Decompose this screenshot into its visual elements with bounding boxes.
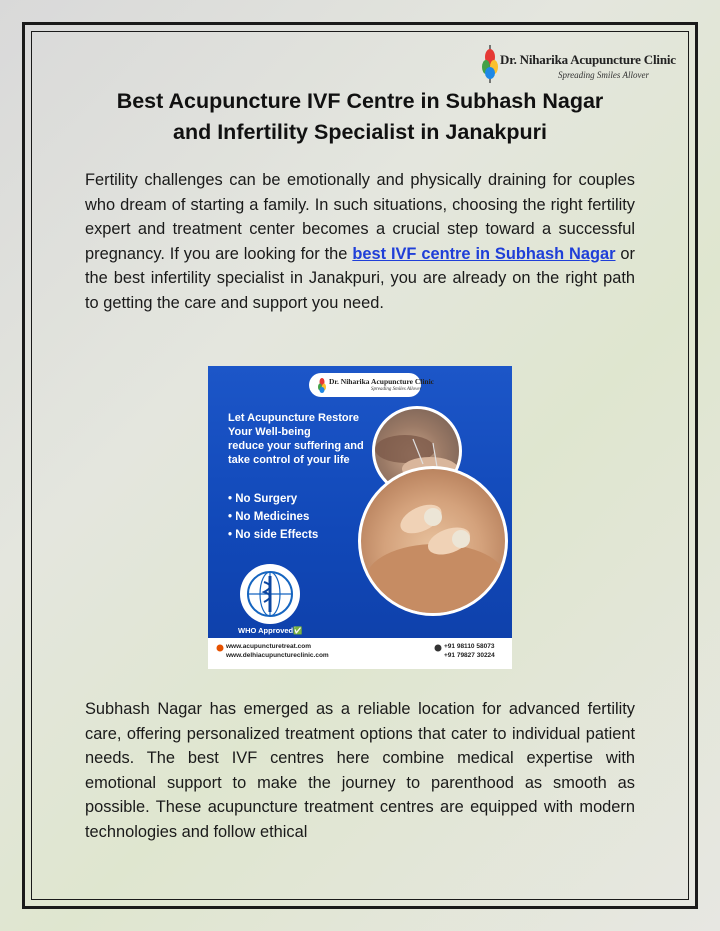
logo-clinic-name: Dr. Niharika Acupuncture Clinic — [500, 52, 676, 67]
globe-icon — [216, 644, 224, 652]
title-line-2: and Infertility Specialist in Janakpuri — [173, 120, 547, 144]
headline-line: reduce your suffering and — [228, 440, 364, 452]
phone-list — [444, 642, 495, 660]
who-approved-label: WHO Approved✅ — [238, 626, 303, 635]
benefit-item: • No Medicines — [228, 511, 310, 523]
banner-lotus-icon — [317, 376, 327, 394]
who-emblem-icon — [238, 562, 302, 626]
benefit-list — [228, 490, 318, 544]
banner-logo-tagline: Spreading Smiles Allover — [371, 387, 422, 392]
herbal-massage-photo — [358, 466, 508, 616]
ivf-centre-link[interactable]: best IVF centre in Subhash Nagar — [352, 244, 616, 263]
intro-text-before: Fertility challenges can be emotionally and physically draining for couples who dream of starting a family. In such situations, choosing the right fertility expert and treatment center becomes a crucial step toward a successful pregnancy. If you are looking for the — [85, 171, 635, 263]
website-url: www.acupuncturetreat.com — [226, 643, 311, 650]
banner-logo — [309, 373, 435, 397]
website-list — [226, 642, 329, 660]
benefit-item: • No side Effects — [228, 529, 319, 541]
headline-line: Your Well-being — [228, 426, 311, 438]
massage-illustration-icon — [361, 469, 508, 616]
headline-line: Let Acupuncture Restore — [228, 412, 360, 424]
banner-contact-bar — [208, 638, 512, 669]
title-line-1: Best Acupuncture IVF Centre in Subhash Nagar — [116, 89, 604, 113]
body-paragraph: Subhash Nagar has emerged as a reliable location for advanced fertility care, offering personalized treatment options that cater to individual patient needs. The best IVF centres here combine medical expertise with emotional support to make the journey to parenthood as smooth as possible. These acupuncture treatment centres are equipped with modern technologies and follow ethical — [85, 700, 635, 841]
logo-tagline: Spreading Smiles Allover — [558, 70, 649, 80]
phone-number: +91 98110 58073 — [444, 643, 495, 650]
benefit-item: • No Surgery — [228, 493, 298, 505]
intro-paragraph — [85, 168, 635, 315]
phone-number: +91 79827 30224 — [444, 652, 495, 659]
clinic-logo — [480, 43, 676, 85]
intro-text-after: or the best infertility specialist in Janakpuri, you are already on the right path to getting the care and support you need. — [85, 244, 635, 312]
banner-logo-name: Dr. Niharika Acupuncture Clinic — [329, 377, 435, 386]
website-url: www.delhiacupunctureclinic.com — [226, 652, 329, 659]
headline-line: take control of your life — [228, 454, 350, 466]
page-title — [60, 86, 660, 148]
lotus-logo-icon — [480, 43, 500, 85]
promo-banner-image — [208, 366, 512, 669]
phone-icon — [434, 644, 442, 652]
